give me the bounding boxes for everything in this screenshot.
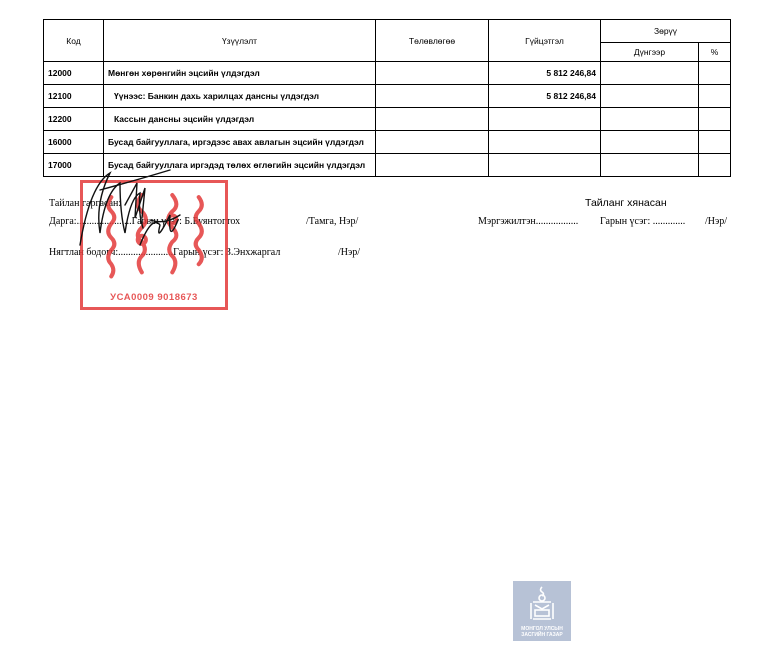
- row-name: Мөнгөн хөрөнгийн эцсийн үлдэгдэл: [104, 62, 376, 85]
- specialist-sign: Гарын үсэг: .............: [600, 216, 686, 227]
- row-plan: [376, 85, 489, 108]
- stamp-code: УСА0009 9018673: [110, 292, 198, 303]
- row-amount: [601, 108, 699, 131]
- table-row: [44, 85, 731, 108]
- header-percent: %: [699, 43, 731, 62]
- accountant-line: Нягтлан бодогч:......................Гарын үсэг: З.Энхжаргал: [49, 247, 281, 258]
- row-name: Кассын дансны эцсийн үлдэгдэл: [104, 108, 376, 131]
- header-difference: Зөрүү: [601, 20, 731, 43]
- director-line: Дарга:......................Гарын үсэг: Б.Буянтогтох: [49, 216, 241, 227]
- row-plan: [376, 131, 489, 154]
- header-indicator: Үзүүлэлт: [104, 20, 376, 62]
- row-percent: [699, 85, 731, 108]
- soyombo-icon: [513, 583, 571, 623]
- table-row: [44, 62, 731, 85]
- row-code: 16000: [44, 131, 104, 154]
- row-name: Бусад байгууллага иргэдэд төлөх өглөгийн эцсийн үлдэгдэл: [104, 154, 376, 177]
- logo-caption: [513, 626, 571, 638]
- row-actual: [489, 154, 601, 177]
- row-actual: [489, 131, 601, 154]
- row-amount: [601, 154, 699, 177]
- row-plan: [376, 108, 489, 131]
- row-amount: [601, 62, 699, 85]
- header-amount: Дүнгээр: [601, 43, 699, 62]
- prepared-by-label: Тайлан гаргасан:: [49, 198, 122, 209]
- row-percent: [699, 131, 731, 154]
- handwritten-signature: [70, 150, 220, 270]
- row-name: Үүнээс: Банкин дахь харилцах дансны үлдэгдэл: [104, 85, 376, 108]
- director-note: /Тамга, Нэр/: [306, 216, 359, 227]
- row-percent: [699, 62, 731, 85]
- reviewed-by-label: Тайланг хянасан: [585, 197, 667, 209]
- logo-caption-line1: МОНГОЛ УЛСЫН: [521, 626, 563, 632]
- header-plan: Төлөвлөгөө: [376, 20, 489, 62]
- logo-caption-line2: ЗАСГИЙН ГАЗАР: [521, 632, 563, 638]
- row-amount: [601, 85, 699, 108]
- specialist-line: Мэргэжилтэн.................: [478, 216, 579, 227]
- row-code: 17000: [44, 154, 104, 177]
- row-actual: 5 812 246,84: [489, 85, 601, 108]
- government-logo: [513, 581, 571, 641]
- row-plan: [376, 154, 489, 177]
- specialist-note: /Нэр/: [705, 216, 728, 227]
- header-actual: Гүйцэтгэл: [489, 20, 601, 62]
- row-amount: [601, 131, 699, 154]
- header-row: [44, 20, 731, 43]
- row-percent: [699, 154, 731, 177]
- header-code: Код: [44, 20, 104, 62]
- row-actual: [489, 108, 601, 131]
- row-code: 12100: [44, 85, 104, 108]
- row-code: 12000: [44, 62, 104, 85]
- row-code: 12200: [44, 108, 104, 131]
- table-row: [44, 108, 731, 131]
- row-percent: [699, 108, 731, 131]
- row-plan: [376, 62, 489, 85]
- row-actual: 5 812 246,84: [489, 62, 601, 85]
- row-name: Бусад байгууллага, иргэдээс авах авлагын эцсийн үлдэгдэл: [104, 131, 376, 154]
- accountant-note: /Нэр/: [338, 247, 361, 258]
